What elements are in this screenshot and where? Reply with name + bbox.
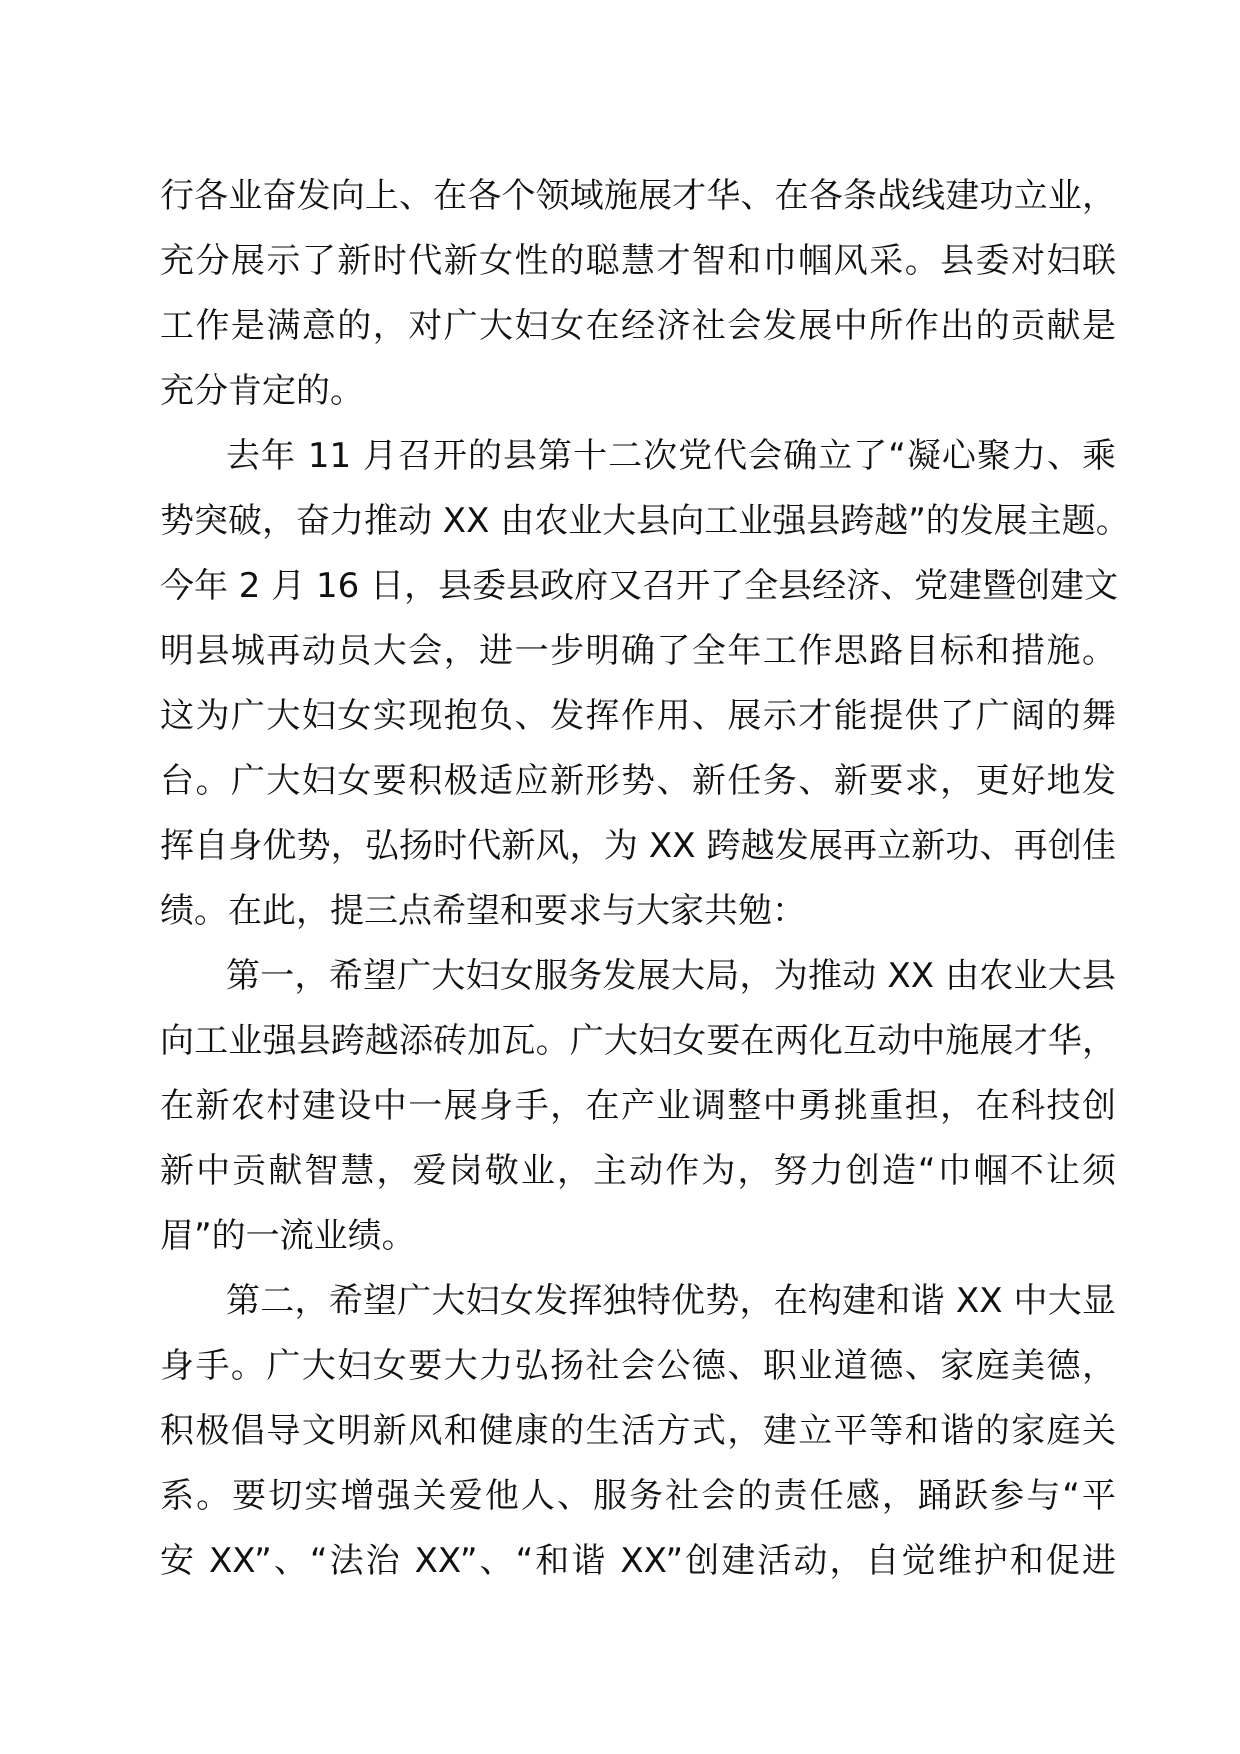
body-text <box>160 164 1130 1594</box>
text-line: 挥自身优势，弘扬时代新风，为 XX 跨越发展再立新功、再创佳 <box>160 826 1116 866</box>
text-line: 积极倡导文明新风和健康的生活方式，建立平等和谐的家庭关 <box>160 1411 1116 1451</box>
text-line: 充分展示了新时代新女性的聪慧才智和巾帼风采。县委对妇联 <box>160 241 1116 281</box>
text-line: 工作是满意的，对广大妇女在经济社会发展中所作出的贡献是 <box>160 306 1116 346</box>
text-line: 向工业强县跨越添砖加瓦。广大妇女要在两化互动中施展才华， <box>160 1021 1116 1061</box>
paragraph-first-line: 第二，希望广大妇女发挥独特优势，在构建和谐 XX 中大显 <box>226 1281 1116 1321</box>
text-line: 在新农村建设中一展身手，在产业调整中勇挑重担，在科技创 <box>160 1086 1116 1126</box>
text-line: 台。广大妇女要积极适应新形势、新任务、新要求，更好地发 <box>160 761 1116 801</box>
text-line: 系。要切实增强关爱他人、服务社会的责任感，踊跃参与“平 <box>160 1476 1116 1516</box>
text-line: 充分肯定的。 <box>160 371 364 411</box>
text-line: 明县城再动员大会，进一步明确了全年工作思路目标和措施。 <box>160 631 1116 671</box>
paragraph-first-line: 去年 11 月召开的县第十二次党代会确立了“凝心聚力、乘 <box>226 436 1116 476</box>
text-line: 身手。广大妇女要大力弘扬社会公德、职业道德、家庭美德， <box>160 1346 1116 1386</box>
text-line: 势突破，奋力推动 XX 由农业大县向工业强县跨越”的发展主题。 <box>160 501 1130 541</box>
text-line: 安 XX”、“法治 XX”、“和谐 XX”创建活动，自觉维护和促进 <box>160 1541 1116 1581</box>
paragraph-first-line: 第一，希望广大妇女服务发展大局，为推动 XX 由农业大县 <box>226 956 1116 996</box>
text-line: 行各业奋发向上、在各个领域施展才华、在各条战线建功立业， <box>160 176 1116 216</box>
text-line: 新中贡献智慧，爱岗敬业，主动作为，努力创造“巾帼不让须 <box>160 1151 1116 1191</box>
text-line: 今年 2 月 16 日，县委县政府又召开了全县经济、党建暨创建文 <box>160 566 1119 606</box>
text-line: 眉”的一流业绩。 <box>160 1216 416 1256</box>
text-line: 绩。在此，提三点希望和要求与大家共勉： <box>160 891 806 931</box>
text-line: 这为广大妇女实现抱负、发挥作用、展示才能提供了广阔的舞 <box>160 696 1116 736</box>
